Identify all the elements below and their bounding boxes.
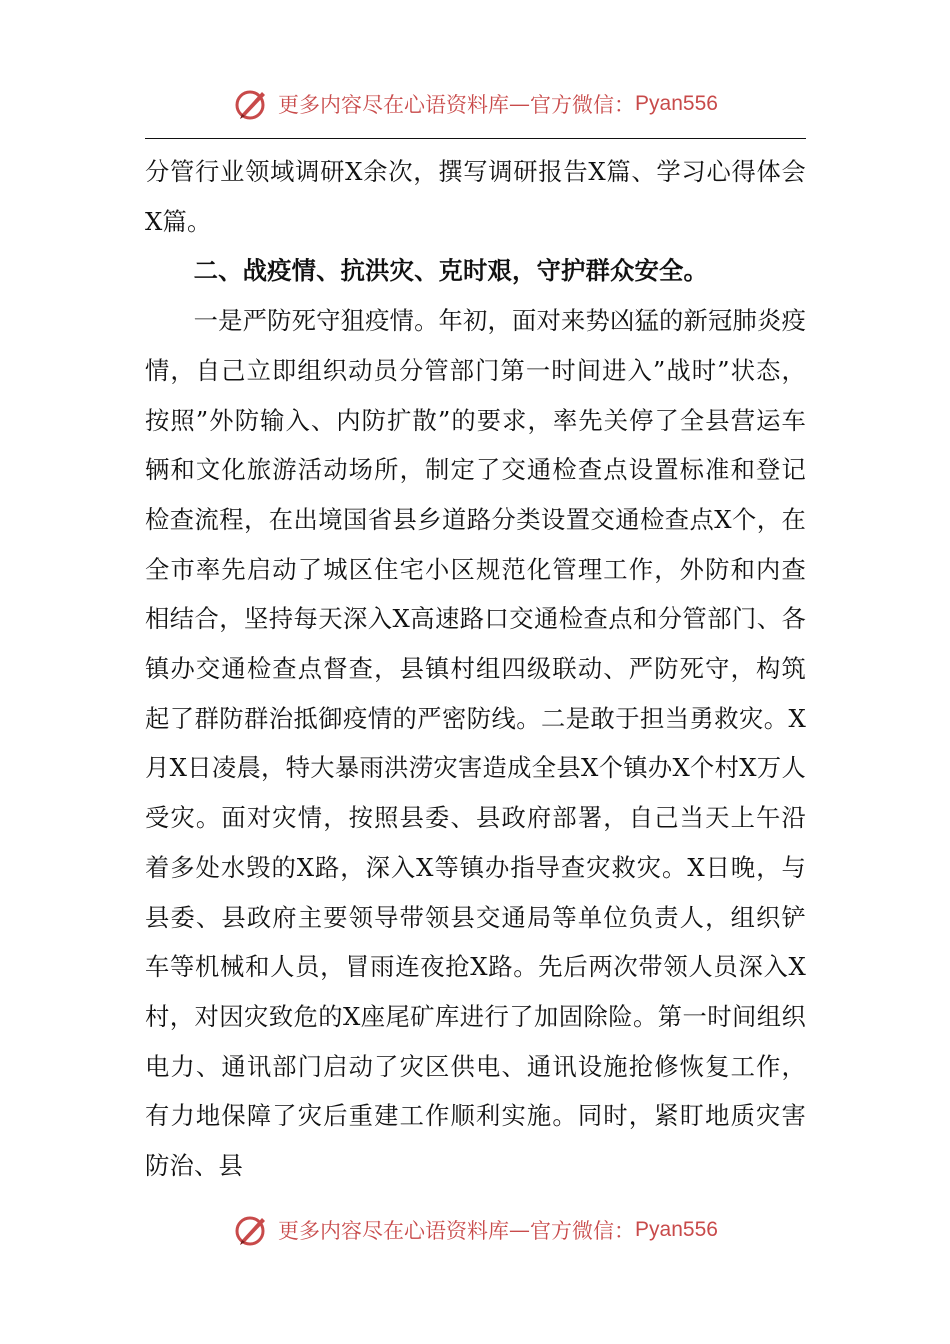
watermark-wechat-id: Pyan556 [635, 1218, 718, 1241]
document-body [145, 147, 806, 1191]
paragraph-continued: 分管行业领域调研X余次，撰写调研报告X篇、学习心得体会X篇。 [145, 157, 806, 236]
section-heading: 二、战疫情、抗洪灾、克时艰，守护群众安全。 [193, 256, 709, 286]
paragraph-main: 一是严防死守狙疫情。年初，面对来势凶猛的新冠肺炎疫情，自己立即组织动员分管部门第一时间进入”战时”状态，按照”外防输入、内防扩散”的要求，率先关停了全县营运车辆和文化旅游活动场所，制定了交通检查点设置标准和登记检查流程，在出境国省县乡道路分类设置交通检查点X个，在全市率先启动了城区住宅小区规范化管理工作，外防和内查相结合，坚持每天深入X高速路口交通检查点和分管部门、各镇办交通检查点督查，县镇村组四级联动、严防死守，构筑起了群防群治抵御疫情的严密防线。二是敢于担当勇救灾。X月X日凌晨，特大暴雨洪涝灾害造成全县X个镇办X个村X万人受灾。面对灾情，按照县委、县政府部署，自己当天上午沿着多处水毁的X路，深入X等镇办指导查灾救灾。X日晚，与县委、县政府主要领导带领县交通局等单位负责人，组织铲车等机械和人员，冒雨连夜抢X路。先后两次带领人员深入X村，对因灾致危的X座尾矿库进行了加固除险。第一时间组织电力、通讯部门启动了灾区供电、通讯设施抢修恢复工作，有力地保障了灾后重建工作顺利实施。同时，紧盯地质灾害防治、县 [145, 306, 807, 1181]
watermark-wechat-label: 官方微信： [530, 93, 636, 117]
watermark-site-name: 更多内容尽在心语资料库 [278, 93, 510, 117]
header-watermark [0, 82, 950, 126]
footer-watermark [0, 1208, 950, 1252]
pen-logo-icon [232, 1210, 272, 1250]
watermark-wechat-id: Pyan556 [635, 92, 718, 115]
header-divider [145, 138, 806, 139]
watermark-dash: — [509, 92, 531, 116]
watermark-dash: — [509, 1218, 531, 1242]
watermark-site-name: 更多内容尽在心语资料库 [278, 1219, 510, 1243]
watermark-wechat-label: 官方微信： [530, 1219, 636, 1243]
pen-logo-icon [232, 84, 272, 124]
